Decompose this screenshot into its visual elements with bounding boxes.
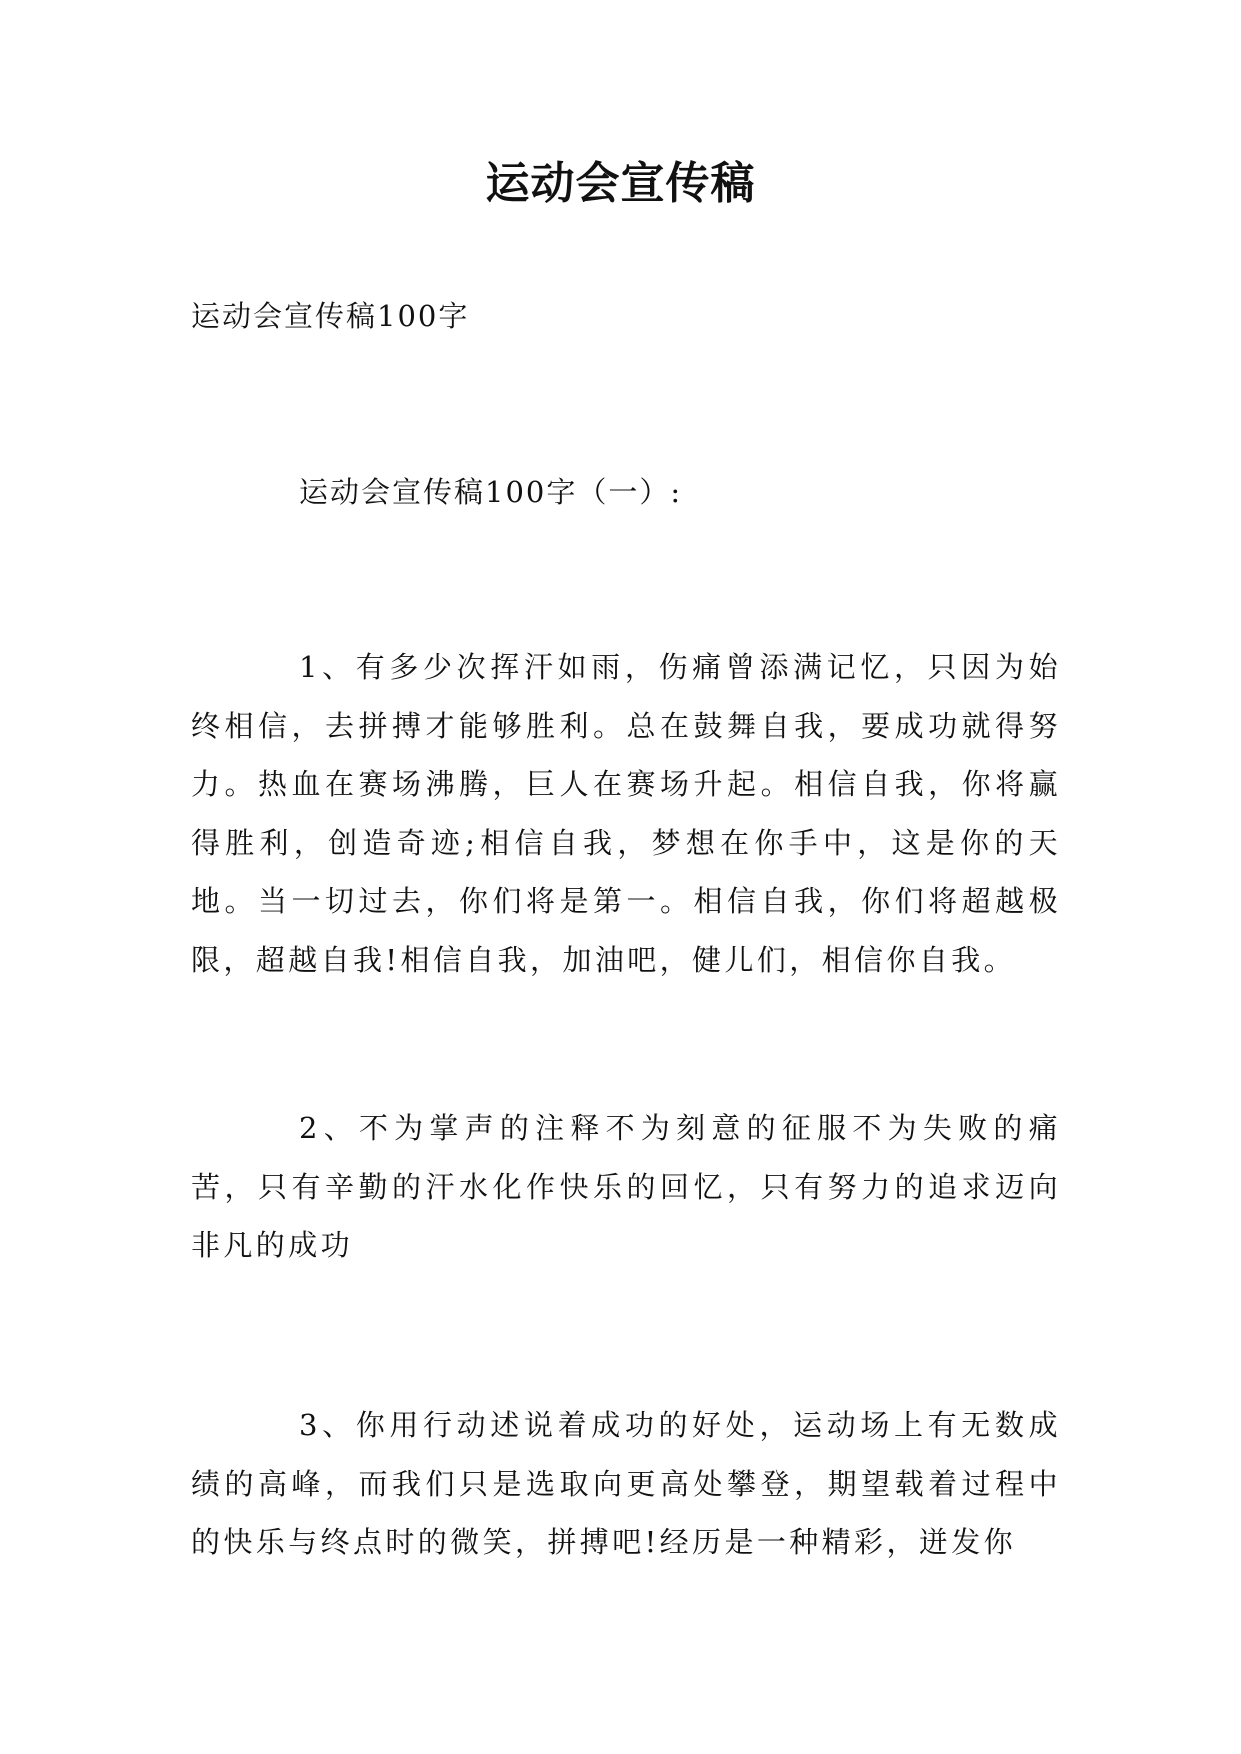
paragraph-3: 3、你用行动述说着成功的好处，运动场上有无数成绩的高峰，而我们只是选取向更高处攀登，期望载着过程中的快乐与终点时的微笑，拼搏吧!经历是一种精彩，迸发你 bbox=[191, 1408, 1061, 1559]
paragraph-2: 2、不为掌声的注释不为刻意的征服不为失败的痛苦，只有辛勤的汗水化作快乐的回忆，只有努力的追求迈向非凡的成功 bbox=[191, 1111, 1061, 1262]
paragraph-1: 1、有多少次挥汗如雨，伤痛曾添满记忆，只因为始终相信，去拼搏才能够胜利。总在鼓舞自我，要成功就得努力。热血在赛场沸腾，巨人在赛场升起。相信自我，你将赢得胜利，创造奇迹;相信自我，梦想在你手中，这是你的天地。当一切过去，你们将是第一。相信自我，你们将超越极限，超越自我!相信自我，加油吧，健儿们，相信你自我。 bbox=[191, 650, 1061, 977]
document-title: 运动会宣传稿 bbox=[485, 158, 756, 209]
section-heading: 运动会宣传稿100字（一）: bbox=[299, 475, 683, 509]
document-subtitle: 运动会宣传稿100字 bbox=[191, 299, 470, 333]
